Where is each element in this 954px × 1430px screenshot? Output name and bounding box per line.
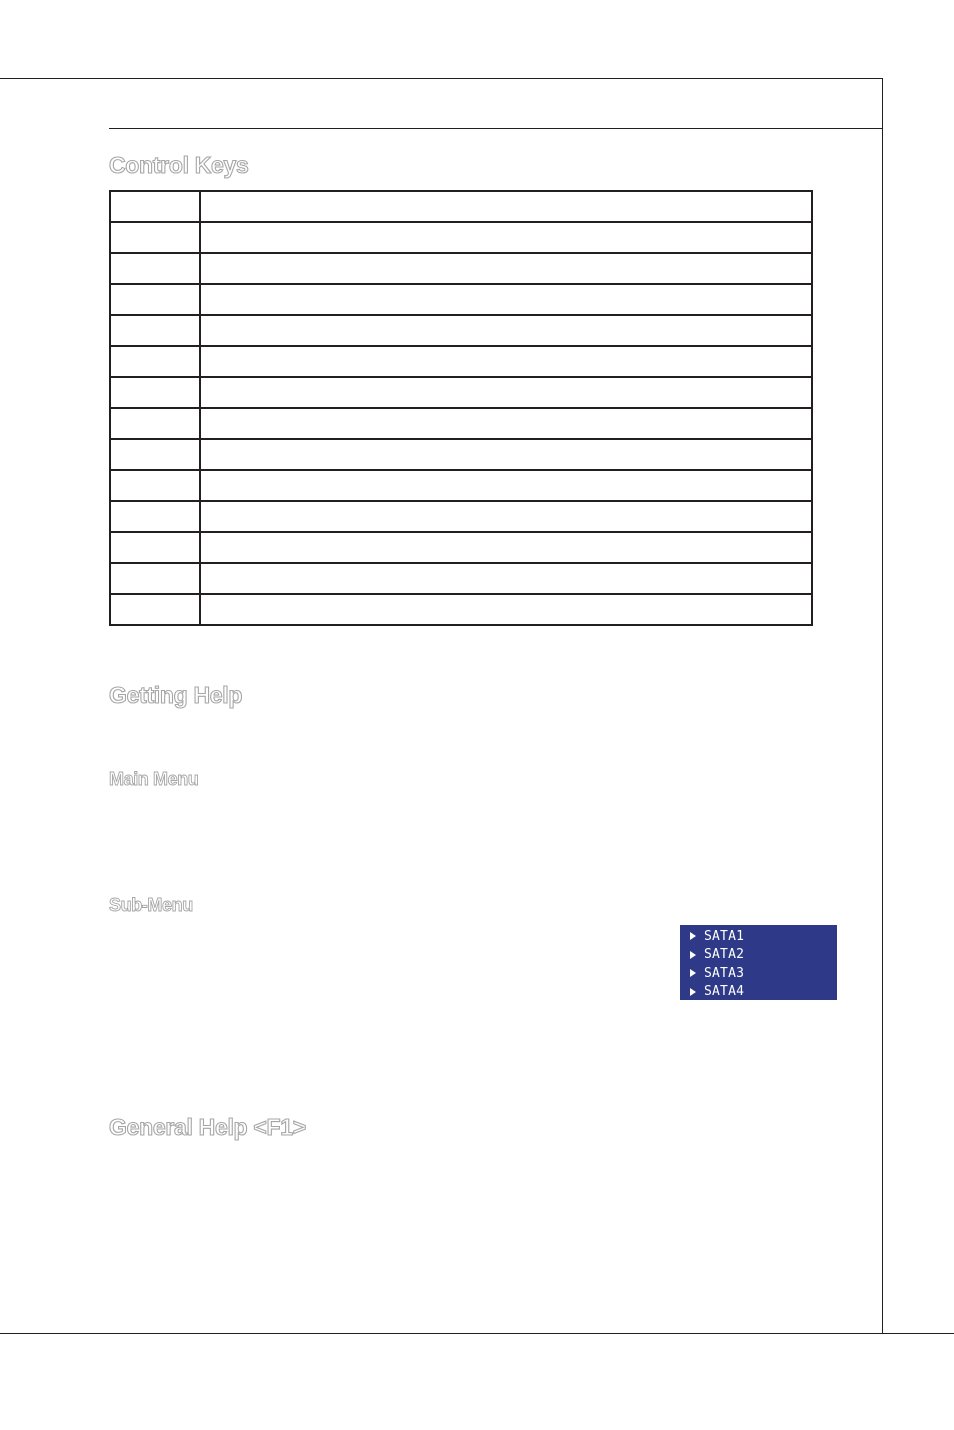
submenu-item-label: SATA4 (704, 984, 745, 1000)
submenu-item-sata4[interactable] (680, 983, 837, 1002)
triangle-right-icon (690, 932, 696, 940)
submenu-item-sata3[interactable] (680, 964, 837, 983)
key-cell (110, 284, 200, 315)
right-border-rule (882, 78, 883, 1334)
description-cell (200, 501, 812, 532)
table-row (110, 253, 812, 284)
sub-menu-heading: Sub-Menu (109, 895, 193, 915)
top-border-rule (0, 78, 883, 79)
description-cell (200, 563, 812, 594)
submenu-item-label: SATA3 (704, 965, 745, 981)
submenu-item-label: SATA2 (704, 947, 745, 963)
table-row (110, 563, 812, 594)
key-cell (110, 501, 200, 532)
key-cell (110, 470, 200, 501)
table-row (110, 315, 812, 346)
description-cell (200, 532, 812, 563)
table-row (110, 594, 812, 625)
key-cell (110, 222, 200, 253)
description-cell (200, 470, 812, 501)
bottom-border-rule (0, 1333, 954, 1334)
description-cell (200, 315, 812, 346)
table-row (110, 439, 812, 470)
key-cell (110, 408, 200, 439)
triangle-right-icon (690, 988, 696, 996)
getting-help-heading: Getting Help (109, 682, 243, 708)
description-cell (200, 439, 812, 470)
description-cell (200, 594, 812, 625)
description-cell (200, 222, 812, 253)
key-cell (110, 594, 200, 625)
submenu-example-box (680, 925, 837, 1000)
key-cell (110, 439, 200, 470)
control-keys-table-body (110, 191, 812, 625)
table-row (110, 346, 812, 377)
submenu-item-sata1[interactable] (680, 927, 837, 946)
submenu-item-label: SATA1 (704, 928, 745, 944)
key-cell (110, 315, 200, 346)
table-row (110, 377, 812, 408)
key-cell (110, 377, 200, 408)
triangle-right-icon (690, 969, 696, 977)
table-row (110, 222, 812, 253)
table-row (110, 284, 812, 315)
control-keys-table (109, 190, 813, 626)
table-row (110, 501, 812, 532)
key-cell (110, 532, 200, 563)
header-rule (109, 128, 883, 129)
submenu-item-sata2[interactable] (680, 946, 837, 965)
description-cell (200, 284, 812, 315)
table-row (110, 408, 812, 439)
table-row (110, 191, 812, 222)
description-cell (200, 191, 812, 222)
key-cell (110, 346, 200, 377)
control-keys-heading: Control Keys (109, 152, 249, 178)
description-cell (200, 408, 812, 439)
general-help-heading: General Help <F1> (109, 1114, 306, 1140)
description-cell (200, 377, 812, 408)
key-cell (110, 253, 200, 284)
key-cell (110, 191, 200, 222)
main-menu-heading: Main Menu (109, 769, 199, 789)
table-row (110, 532, 812, 563)
description-cell (200, 346, 812, 377)
key-cell (110, 563, 200, 594)
triangle-right-icon (690, 951, 696, 959)
description-cell (200, 253, 812, 284)
table-row (110, 470, 812, 501)
